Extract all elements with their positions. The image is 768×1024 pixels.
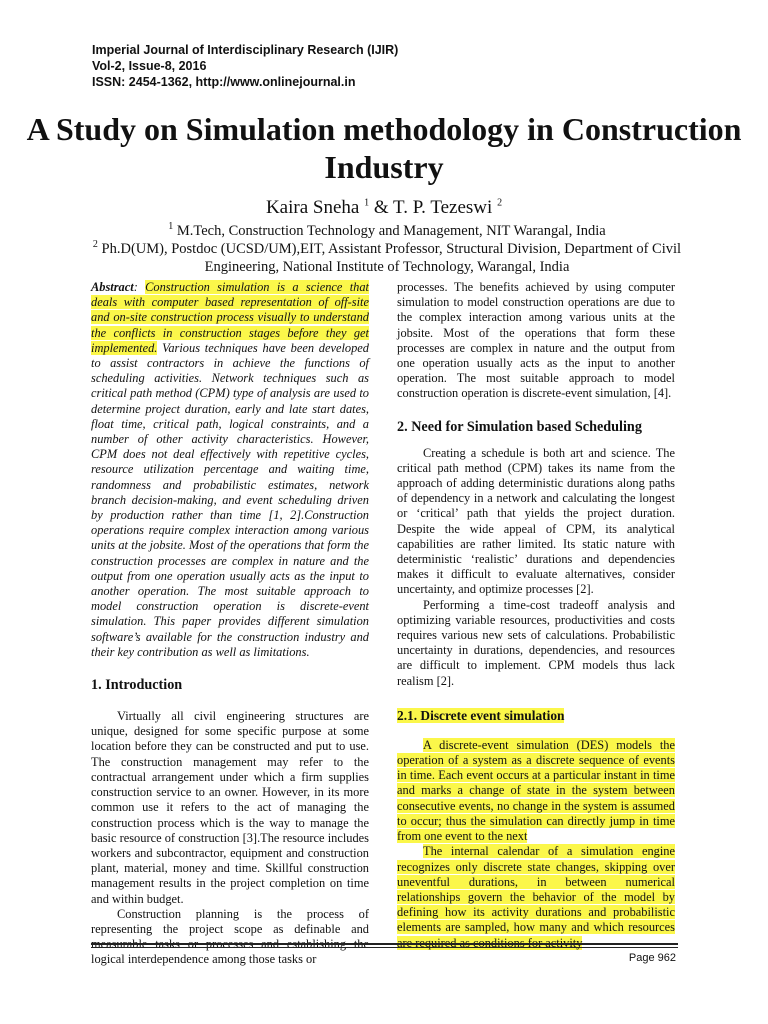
section-1-paragraph-1: Virtually all civil engineering structures are unique, designed for some specific purpose at some location before they can be constructed and put to use. The construction management may refer to the contractual arrangement under which a firm supplies construction service to an owner. However, in its more common use it refers to the act of managing the construction process which is the way to manage the basic resource of construction [3].The resource includes workers and subcontractor, equipment and construction plant, material, money and time. Skillful construction management results in the project completion on time and within budget.	[91, 709, 369, 906]
right-column	[397, 280, 675, 951]
page-number: Page 962	[628, 952, 676, 964]
abstract-label: Abstract	[91, 280, 134, 294]
journal-issn: ISSN: 2454-1362, http://www.onlinejournal.in	[92, 75, 356, 89]
section-2-heading: 2. Need for Simulation based Scheduling	[397, 418, 642, 435]
author-line	[0, 196, 768, 220]
footer-rule-thick	[91, 943, 678, 945]
abstract-colon: :	[133, 280, 146, 294]
affiliation-1-text: M.Tech, Construction Technology and Management, NIT Warangal, India	[176, 223, 606, 239]
journal-header	[92, 42, 398, 90]
abstract-highlighted-text: Construction simulation is a science that deals with computer based representation of off-site and on-site construction process visually to understand the conflicts in construction stages before they get implemented.	[91, 280, 369, 355]
author-and: &	[369, 197, 394, 218]
left-column	[91, 280, 369, 968]
section-1-heading: 1. Introduction	[91, 677, 183, 694]
section-2-paragraph-1: Creating a schedule is both art and science. The critical path method (CPM) takes its name from the approach of adding deterministic durations along paths of dependency in a network and calculating the longest or ‘critical’ path that yields the project duration. Despite the wide appeal of CPM, its analytical capabilities are rather limited. Its static nature with deterministic ‘realistic’ durations and dependencies makes it difficult to evaluate alternatives, consider uncertainty, and optimize processes [2].	[397, 445, 675, 597]
journal-name: Imperial Journal of Interdisciplinary Research (IJIR)	[92, 43, 399, 57]
author-2: T. P. Tezeswi	[393, 197, 493, 218]
section-2-1-paragraph-2	[397, 844, 675, 950]
affiliation-1	[92, 222, 682, 240]
section-2-paragraph-2: Performing a time-cost tradeoff analysis and optimizing variable resources, productivities and costs requires various new sets of calculations. Probabilistic uncertainty in durations, dependencies, and resources are difficult to implement. CPM models thus lack realism [2].	[397, 597, 675, 688]
section-2-1-paragraph-1-text: A discrete-event simulation (DES) models the operation of a system as a discrete sequence of events in time. Each event occurs at a particular instant in time and marks a change of state in the system between consecutive events, no change in the system is assumed to occur; thus the simulation can directly jump in time from one event to the next	[397, 737, 675, 844]
affiliation-2-text: Ph.D(UM), Postdoc (UCSD/UM),EIT, Assistant Professor, Structural Division, Department of Civil Engineering, National Institute of Technology, Warangal, India	[101, 241, 682, 275]
footer-rule-thin	[91, 947, 678, 948]
paper-title: A Study on Simulation methodology in Construction Industry	[26, 111, 742, 185]
section-1-paragraph-2: Construction planning is the process of representing the project scope as definable and measurable tasks or processes and establishing the logical interdependence among those tasks or	[91, 906, 369, 967]
abstract	[91, 280, 369, 660]
author-1: Kaira Sneha	[265, 197, 360, 218]
section-2-1-paragraph-2-text: The internal calendar of a simulation engine recognizes only discrete state changes, skipping over uneventful durations, in between numerical relationships govern the behavior of the model by defining how its activity durations and probabilistic elements are sampled, how many and which resources are required as conditions for activity	[397, 844, 675, 950]
journal-volume: Vol-2, Issue-8, 2016	[92, 59, 207, 73]
affiliation-2-sup: 2	[92, 239, 98, 251]
section-2-1-heading-text: 2.1. Discrete event simulation	[397, 707, 565, 723]
author-2-sup: 2	[497, 197, 503, 209]
author-1-sup: 1	[364, 197, 370, 209]
affiliation-2	[92, 240, 682, 276]
abstract-text: Various techniques have been developed to assist contractors in achieve the functions of scheduling activities. Network techniques such as critical path method (CPM) type of analysis are used to determine project duration, early and late start dates, float time, critical path, logical constraints, and a number of other activity characteristics. However, CPM does not deal effectively with repetitive cycles, resource utilization percentage and waiting time, randomness and probabilistic estimates, network branch decision-making, and event scheduling driven by production rather than time [1, 2].Construction operations require complex interaction among various units at the jobsite. Most of the operations that form the construction processes are complex in nature and the output from one operation usually acts as the input to another operation. The most suitable approach to model construction operation is discrete-event simulation. This paper provides different simulation software’s available for the construction industry and their key contribution as well as limitations.	[91, 340, 369, 659]
continuation-paragraph: processes. The benefits achieved by using computer simulation to model construction operations are due to the complex interaction among various units at the jobsite. Most of the operations that form these processes are complex in nature and the output from one operation usually acts as the input to another operation. The most suitable approach to model construction operation is discrete-event simulation, [4].	[397, 280, 675, 401]
affiliations	[92, 222, 682, 276]
affiliation-1-sup: 1	[168, 221, 174, 233]
section-2-1-heading	[397, 707, 675, 724]
section-2-1-paragraph-1	[397, 738, 675, 844]
